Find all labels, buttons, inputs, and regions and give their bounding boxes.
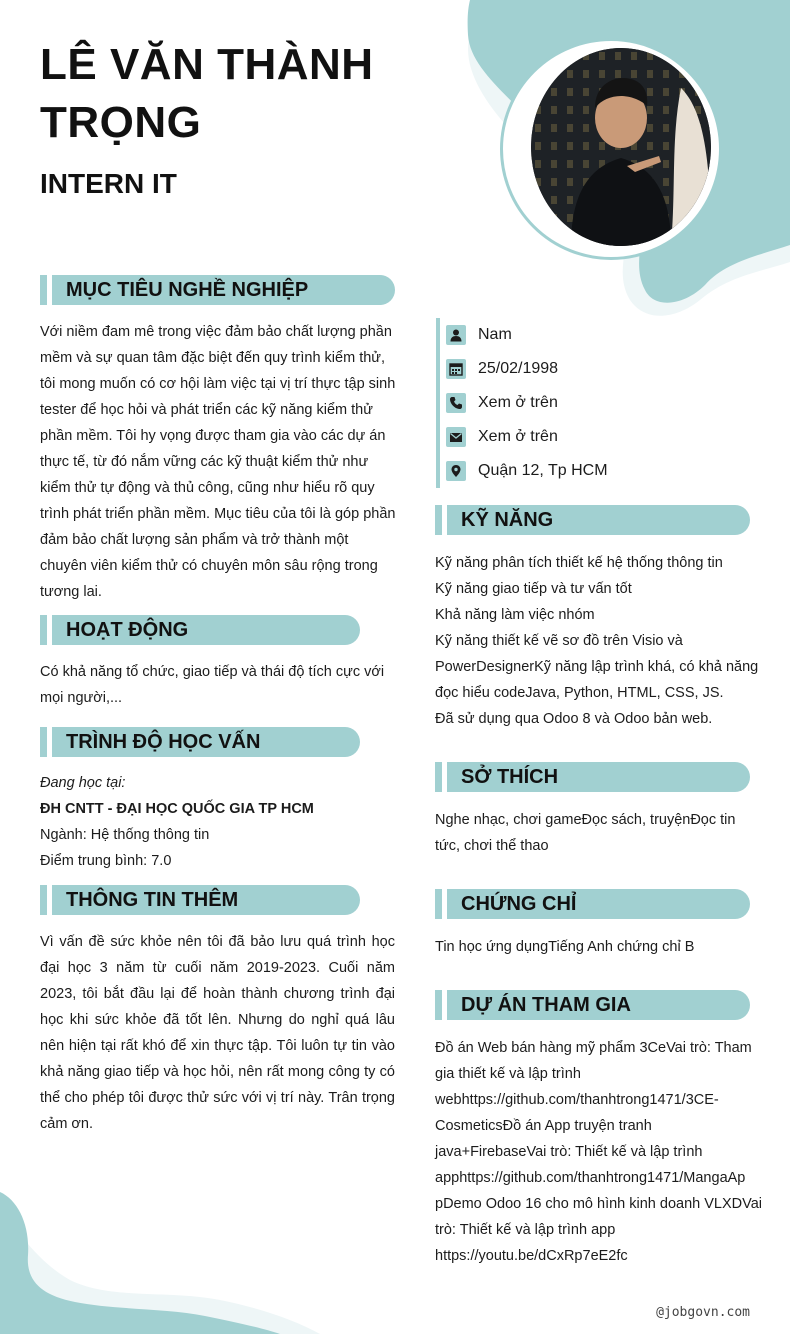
section-header-projects: DỰ ÁN THAM GIA <box>435 990 750 1020</box>
birthday-value: 25/02/1998 <box>478 360 559 377</box>
education-major: Ngành: Hệ thống thông tin <box>40 827 210 843</box>
address-value: Quận 12, Tp HCM <box>478 462 608 479</box>
project-line: CosmeticsĐồ án App truyện tranh <box>435 1118 652 1134</box>
candidate-name: LÊ VĂN THÀNH TRỌNG <box>40 40 374 147</box>
project-line: apphttps://github.com/thanhtrong1471/MangaAp <box>435 1170 746 1186</box>
skill-line: Kỹ năng giao tiếp và tư vấn tốt <box>435 581 632 597</box>
skill-line: Đã sử dụng qua Odoo 8 và Odoo bản web. <box>435 711 713 727</box>
section-header-education: TRÌNH ĐỘ HỌC VẤN <box>40 727 360 757</box>
project-line: webhttps://github.com/thanhtrong1471/3CE- <box>435 1092 719 1108</box>
info-birthday <box>446 352 716 386</box>
projects-list <box>435 1035 770 1269</box>
job-title: INTERN IT <box>40 168 177 199</box>
skill-line: PowerDesignerKỹ năng lập trình khá, có khả năng <box>435 659 759 675</box>
project-line: Đồ án Web bán hàng mỹ phẩm 3CeVai trò: Tham <box>435 1040 752 1056</box>
section-header-skills: KỸ NĂNG <box>435 505 750 535</box>
location-icon <box>446 461 466 481</box>
info-address <box>446 454 716 488</box>
phone-value: Xem ở trên <box>478 394 558 411</box>
section-header-objective: MỤC TIÊU NGHỀ NGHIỆP <box>40 275 395 305</box>
watermark: @jobgovn.com <box>656 1305 750 1320</box>
mail-icon <box>446 427 466 447</box>
skills-list <box>435 550 765 732</box>
certificates-text: Tin học ứng dụngTiếng Anh chứng chỉ B <box>435 939 695 955</box>
project-line: trò: Thiết kế và lập trình app <box>435 1222 616 1238</box>
info-phone <box>446 386 716 420</box>
section-header-extra-info: THÔNG TIN THÊM <box>40 885 360 915</box>
extra-info-text: Vì vấn đề sức khỏe nên tôi đã bảo lưu quá trình học đại học 3 năm từ cuối năm 2019-2023. Cuối năm 2023, tôi bắt đầu lại để hoàn thành chương trình đại học khi sức khỏe đã tốt lên. Nhưng do nghỉ quá lâu nên hiện tại rất khó để xin thực tập. Tôi luôn tự tin vào khả năng giao tiếp và học hỏi, nên rất mong công ty có thể cho phép tôi được thử sức với vị trí này. Trân trọng cảm ơn. <box>40 934 395 1132</box>
project-line: https://youtu.be/dCxRp7eE2fc <box>435 1248 628 1264</box>
skill-line: Kỹ năng thiết kế vẽ sơ đồ trên Visio và <box>435 633 683 649</box>
section-header-certificates: CHỨNG CHỈ <box>435 889 750 919</box>
personal-info-list <box>436 318 716 488</box>
decorative-blob-bottom <box>0 1170 330 1334</box>
project-line: java+FirebaseVai trò: Thiết kế và lập trình <box>435 1144 703 1160</box>
hobbies-text: Nghe nhạc, chơi gameĐọc sách, truyệnĐọc tin tức, chơi thể thao <box>435 812 736 854</box>
education-status: Đang học tại: <box>40 775 126 791</box>
project-line: gia thiết kế và lập trình <box>435 1066 581 1082</box>
skill-line: Khả năng làm việc nhóm <box>435 607 595 623</box>
education-school: ĐH CNTT - ĐẠI HỌC QUỐC GIA TP HCM <box>40 801 314 817</box>
section-header-activities: HOẠT ĐỘNG <box>40 615 360 645</box>
skill-line: Kỹ năng phân tích thiết kế hệ thống thông tin <box>435 555 723 571</box>
calendar-icon <box>446 359 466 379</box>
phone-icon <box>446 393 466 413</box>
objective-text: Với niềm đam mê trong việc đảm bảo chất lượng phần mềm và sự quan tâm đặc biệt đến quy trình kiểm thử, tôi mong muốn có cơ hội làm việc tại vị trí thực tập sinh tester để học hỏi và phát triển các kỹ năng kiểm thử phần mềm. Tôi hy vọng được tham gia vào các dự án thực tế, từ đó nắm vững các kỹ thuật kiểm thử như kiểm thử tự động và thủ công, cũng như hiểu rõ quy trình phát triển phần mềm. Mục tiêu của tôi là góp phần đảm bảo chất lượng sản phẩm và trở thành một chuyên viên kiểm thử có chuyên môn sâu rộng trong tương lai. <box>40 324 396 600</box>
email-value: Xem ở trên <box>478 428 558 445</box>
activities-text: Có khả năng tổ chức, giao tiếp và thái độ tích cực với mọi người,... <box>40 664 385 706</box>
skill-line: đọc hiểu codeJava, Python, HTML, CSS, JS. <box>435 685 724 701</box>
project-line: pDemo Odoo 16 cho mô hình kinh doanh VLXDVai <box>435 1196 762 1212</box>
education-details <box>40 770 398 874</box>
person-icon <box>446 325 466 345</box>
info-email <box>446 420 716 454</box>
gender-value: Nam <box>478 326 512 343</box>
education-gpa: Điểm trung bình: 7.0 <box>40 853 172 869</box>
avatar <box>531 48 711 246</box>
info-gender <box>446 318 716 352</box>
section-header-hobbies: SỞ THÍCH <box>435 762 750 792</box>
